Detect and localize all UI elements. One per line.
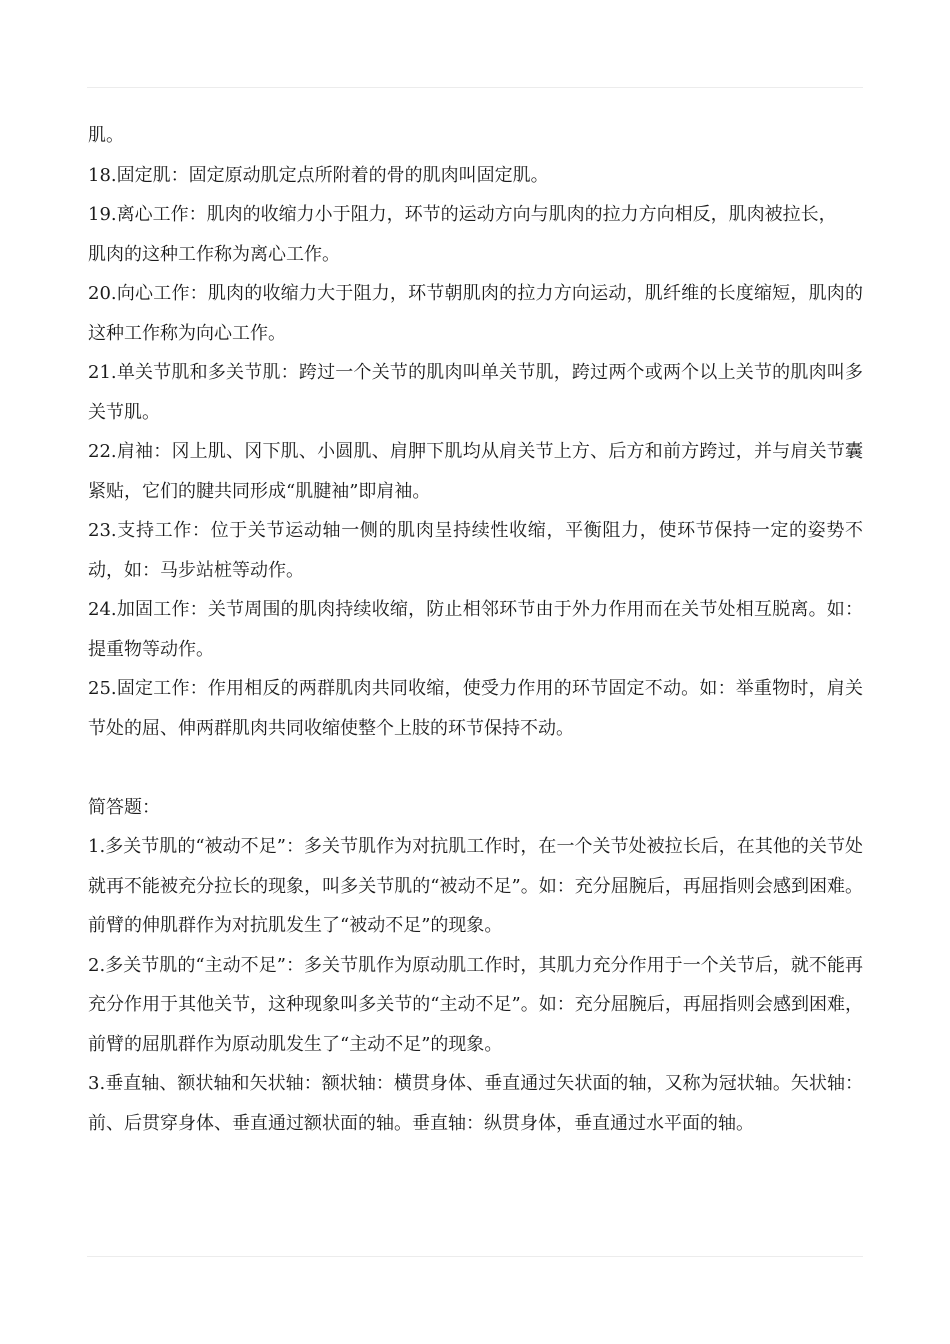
paragraph-23-support-work: 23.支持工作：位于关节运动轴一侧的肌肉呈持续性收缩，平衡阻力，使环节保持一定的姿势不动，如：马步站桩等动作。 (88, 520, 863, 581)
answer-3-body-axes: 3.垂直轴、额状轴和矢状轴：额状轴：横贯身体、垂直通过矢状面的轴，又称为冠状轴。矢状轴：前、后贯穿身体、垂直通过额状面的轴。垂直轴：纵贯身体，垂直通过水平面的轴。 (88, 1073, 863, 1134)
paragraph-20-concentric-work: 20.向心工作：肌肉的收缩力大于阻力，环节朝肌肉的拉力方向运动，肌纤维的长度缩短，肌肉的这种工作称为向心工作。 (88, 283, 863, 344)
document-body (88, 116, 863, 1143)
paragraph-18-fixator-muscle: 18.固定肌：固定原动肌定点所附着的骨的肌肉叫固定肌。 (88, 164, 549, 186)
answer-1-passive-insufficiency: 1.多关节肌的“被动不足”：多关节肌作为对抗肌工作时，在一个关节处被拉长后，在其他的关节处就再不能被充分拉长的现象，叫多关节肌的“被动不足”。如：充分屈腕后，再屈指则会感到困难。前臂的伸肌群作为对抗肌发生了“被动不足”的现象。 (88, 836, 863, 936)
bottom-divider (87, 1256, 863, 1257)
section-spacer (88, 748, 863, 788)
paragraph-24-reinforce-work: 24.加固工作：关节周围的肌肉持续收缩，防止相邻环节由于外力作用而在关节处相互脱离。如：提重物等动作。 (88, 599, 863, 660)
paragraph-21-joint-muscles: 21.单关节肌和多关节肌：跨过一个关节的肌肉叫单关节肌，跨过两个或两个以上关节的肌肉叫多关节肌。 (88, 362, 863, 423)
section-heading-short-answer: 简答题： (88, 796, 160, 818)
paragraph-19-eccentric-work-cont: 肌肉的这种工作称为离心工作。 (88, 243, 340, 265)
answer-2-active-insufficiency: 2.多关节肌的“主动不足”：多关节肌作为原动肌工作时，其肌力充分作用于一个关节后，就不能再充分作用于其他关节，这种现象叫多关节的“主动不足”。如：充分屈腕后，再屈指则会感到困难，前臂的屈肌群作为原动肌发生了“主动不足”的现象。 (88, 954, 863, 1055)
top-divider (87, 87, 863, 88)
paragraph-25-fixing-work: 25.固定工作：作用相反的两群肌肉共同收缩，使受力作用的环节固定不动。如：举重物时，肩关节处的屈、伸两群肌肉共同收缩使整个上肢的环节保持不动。 (88, 678, 863, 739)
paragraph-19-eccentric-work: 19.离心工作：肌肉的收缩力小于阻力，环节的运动方向与肌肉的拉力方向相反，肌肉被拉长， (88, 204, 837, 225)
paragraph-continuation: 肌。 (88, 125, 124, 146)
paragraph-22-rotator-cuff: 22.肩袖：冈上肌、冈下肌、小圆肌、肩胛下肌均从肩关节上方、后方和前方跨过，并与肩关节囊紧贴，它们的腱共同形成“肌腱袖”即肩袖。 (88, 441, 863, 502)
